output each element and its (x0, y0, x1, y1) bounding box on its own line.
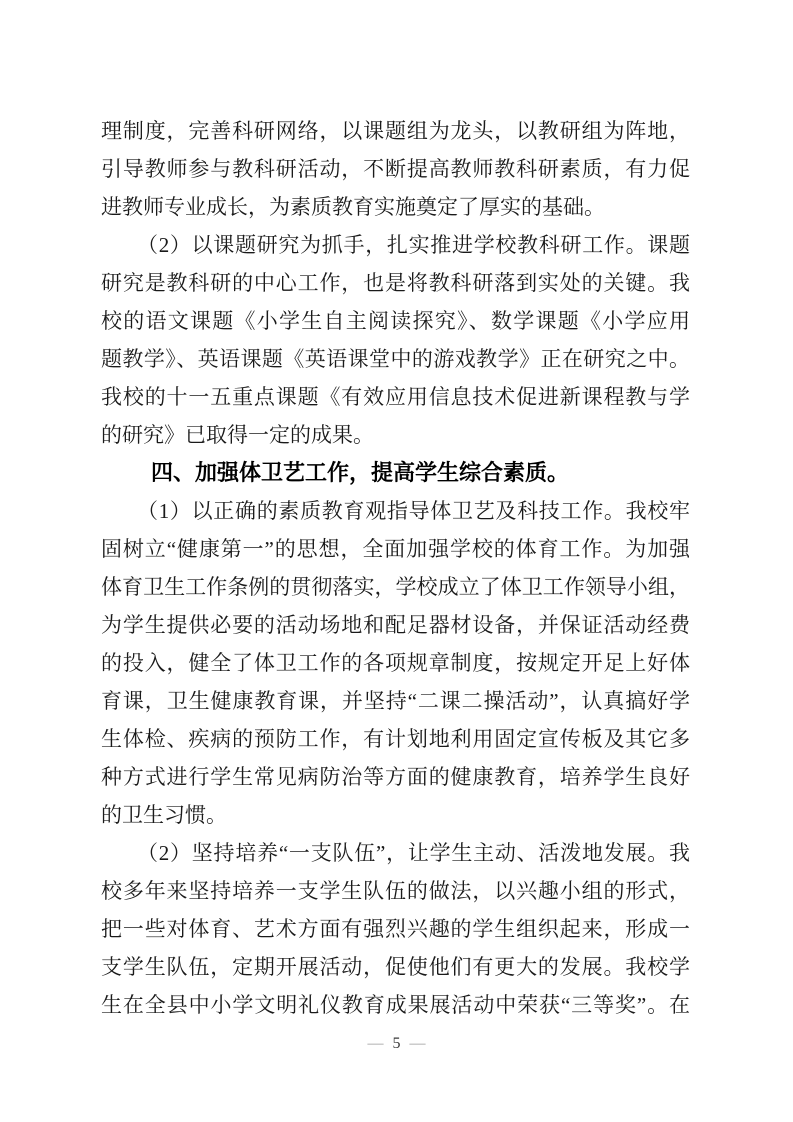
text-line: 的投入，健全了体卫工作的各项规章制度，按规定开足上好体 (101, 651, 690, 675)
text-line: 把一些对体育、艺术方面有强烈兴趣的学生组织起来，形成一 (101, 917, 690, 941)
text-line: 体育卫生工作条例的贯彻落实，学校成立了体卫工作领导小组， (101, 575, 690, 599)
text-line: 生在全县中小学文明礼仪教育成果展活动中荣获“三等奖”。在 (101, 993, 690, 1017)
text-line: 支学生队伍，定期开展活动，促使他们有更大的发展。我校学 (101, 955, 690, 979)
text-line: 生体检、疾病的预防工作，有计划地利用固定宣传板及其它多 (101, 727, 690, 751)
text-line: 进教师专业成长，为素质教育实施奠定了厚实的基础。 (101, 195, 605, 219)
page-number: 5 (392, 1035, 401, 1052)
text-line: 理制度，完善科研网络，以课题组为龙头，以教研组为阵地， (101, 119, 690, 143)
text-line: 引导教师参与教科研活动，不断提高教师教科研素质，有力促 (101, 157, 690, 181)
paragraph-first-line: （1）以正确的素质教育观指导体卫艺及科技工作。我校牢 (137, 499, 690, 523)
text-line: 的卫生习惯。 (101, 803, 227, 827)
paragraph-first-line: （2）坚持培养“一支队伍”，让学生主动、活泼地发展。我 (137, 841, 690, 865)
text-line: 种方式进行学生常见病防治等方面的健康教育，培养学生良好 (101, 765, 690, 789)
paragraph-first-line: （2）以课题研究为抓手，扎实推进学校教科研工作。课题 (137, 233, 690, 257)
text-line: 校多年来坚持培养一支学生队伍的做法，以兴趣小组的形式， (101, 879, 690, 903)
text-line: 研究是教科研的中心工作，也是将教科研落到实处的关键。我 (101, 271, 690, 295)
footer-dash-right: — (409, 1035, 426, 1052)
page-footer (0, 1033, 793, 1055)
text-line: 题教学》、英语课题《英语课堂中的游戏教学》正在研究之中。 (101, 347, 690, 371)
text-line: 育课，卫生健康教育课，并坚持“二课二操活动”，认真搞好学 (101, 689, 690, 713)
footer-dash-left: — (367, 1035, 384, 1052)
section-heading: 四、加强体卫艺工作，提高学生综合素质。 (151, 460, 570, 485)
text-line: 校的语文课题《小学生自主阅读探究》、数学课题《小学应用 (101, 309, 690, 333)
text-line: 固树立“健康第一”的思想，全面加强学校的体育工作。为加强 (101, 537, 690, 561)
text-line: 的研究》已取得一定的成果。 (101, 423, 374, 447)
text-line: 我校的十一五重点课题《有效应用信息技术促进新课程教与学 (101, 385, 690, 409)
text-line: 为学生提供必要的活动场地和配足器材设备，并保证活动经费 (101, 613, 690, 637)
document-body (101, 112, 690, 1024)
